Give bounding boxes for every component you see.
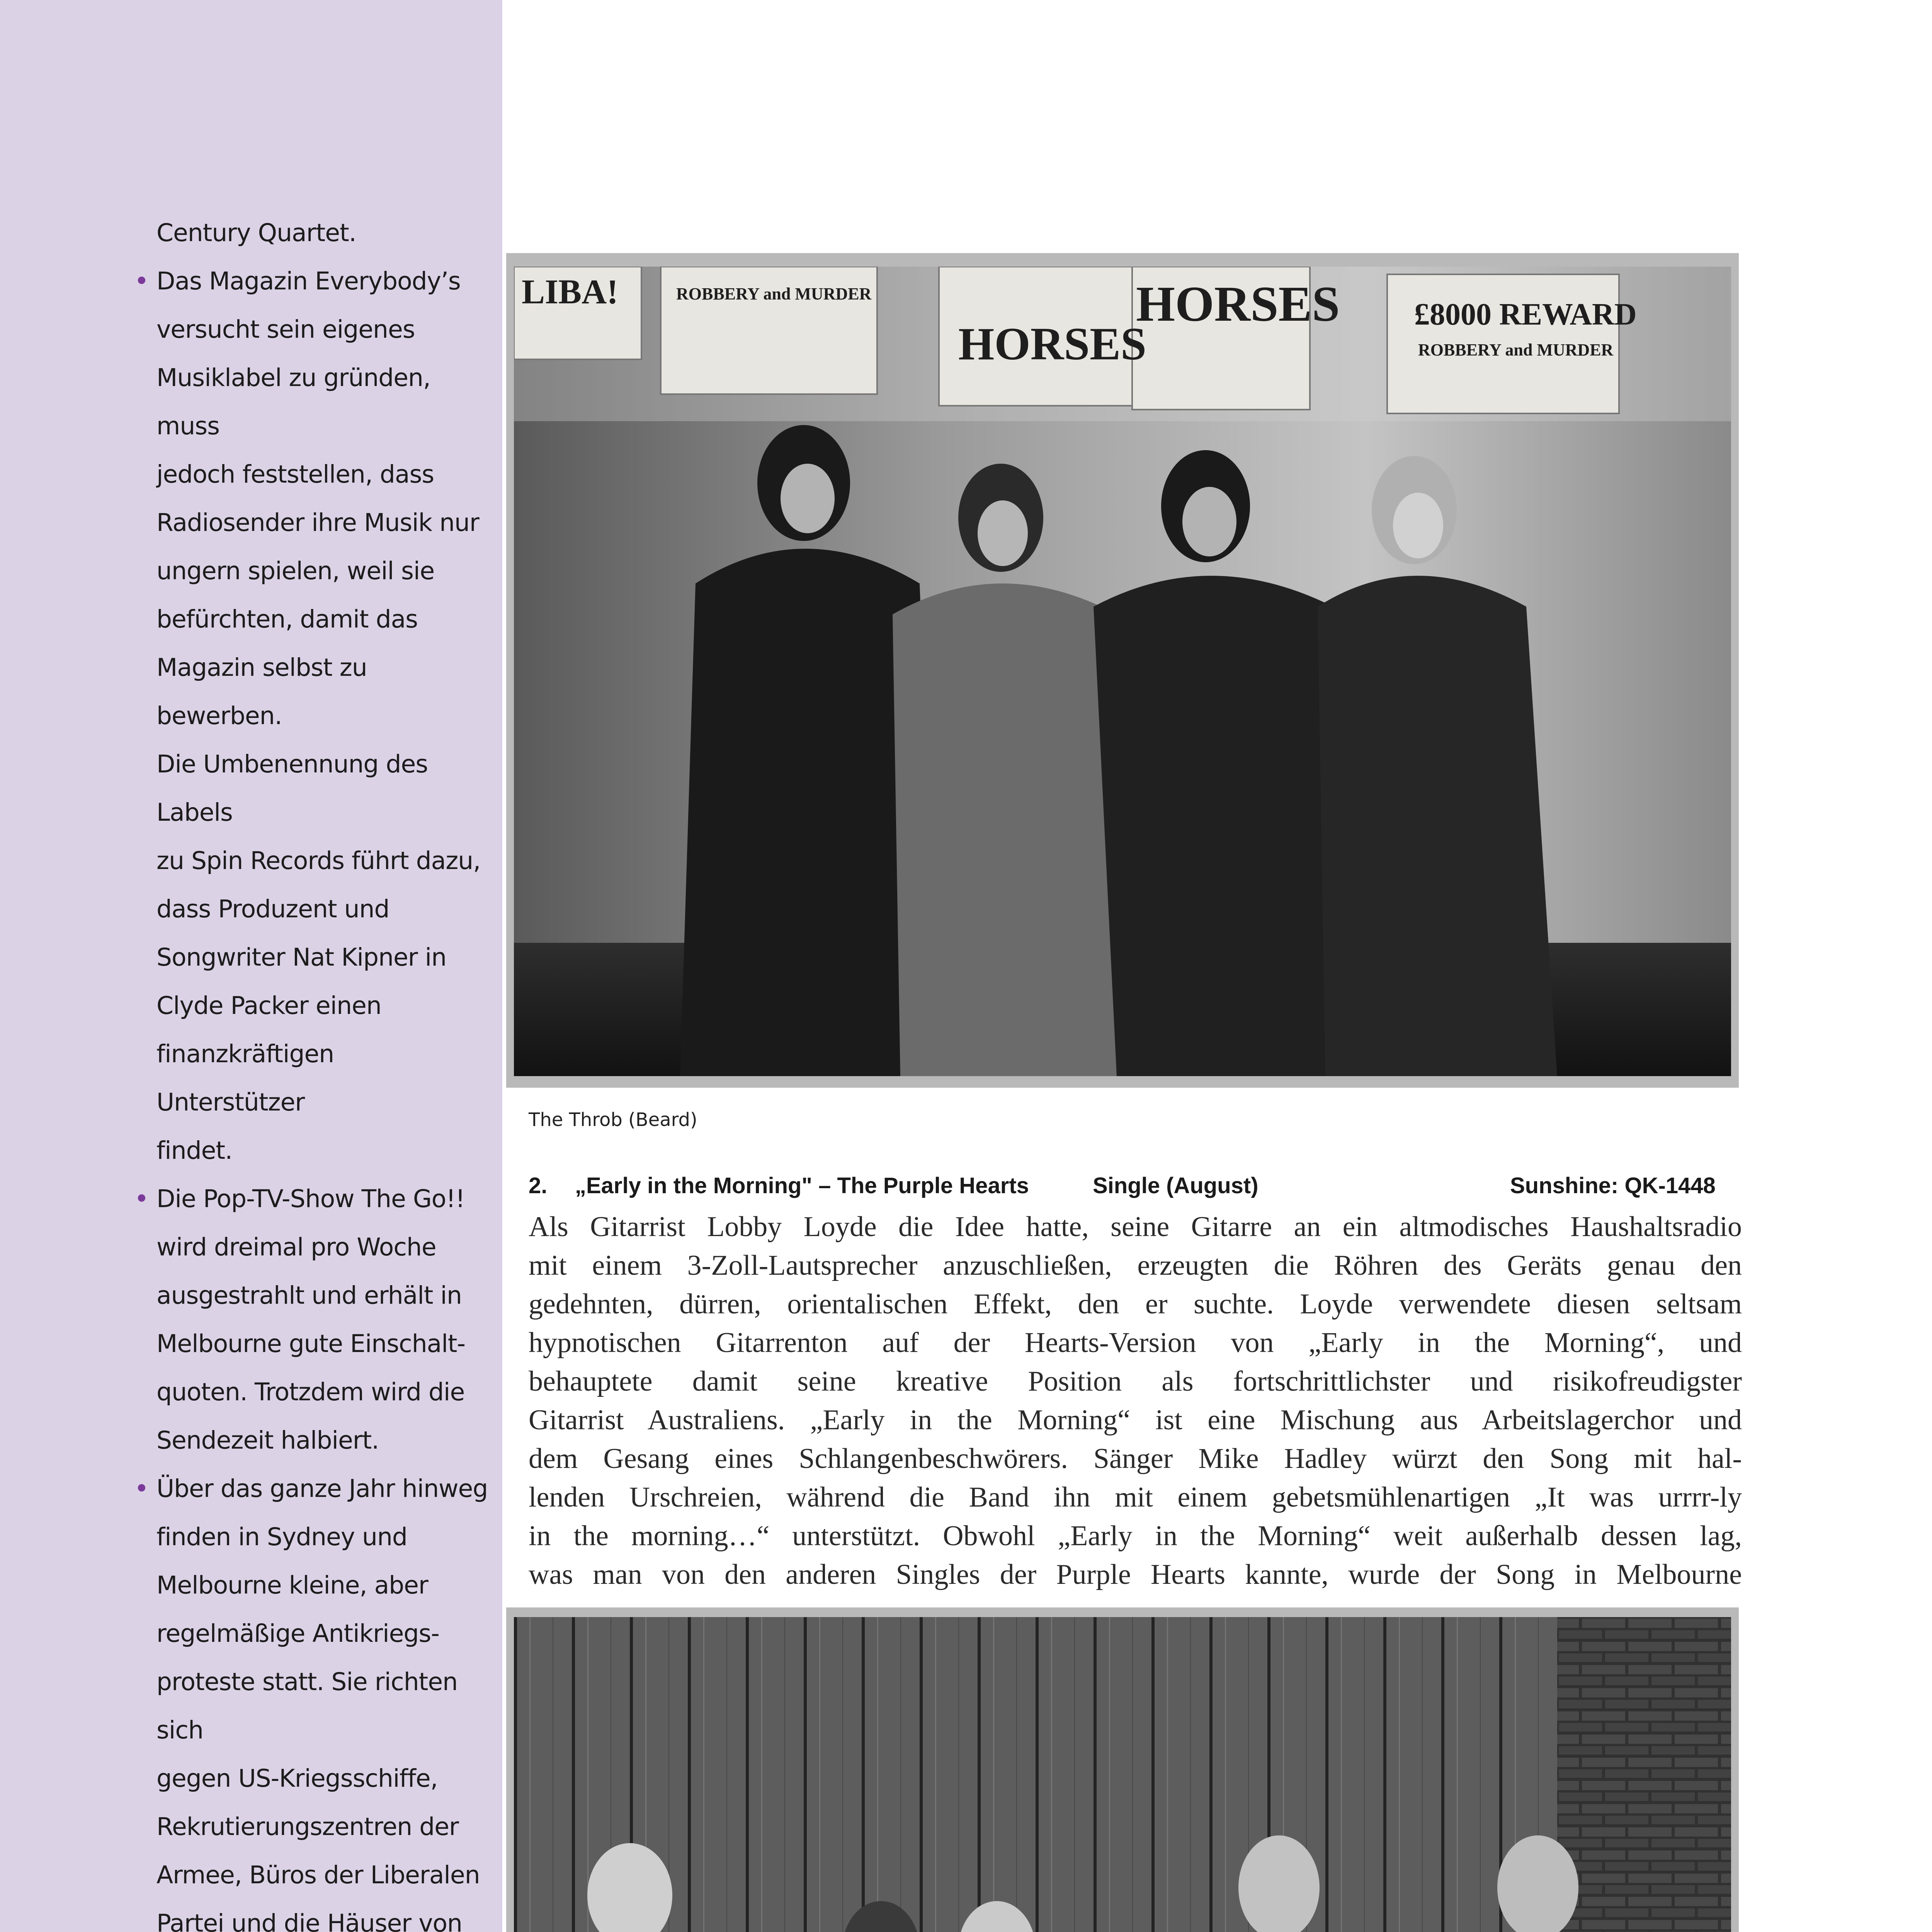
poster-text-reward: £8000 REWARD [1414, 298, 1637, 332]
sidebar-line: gegen US-Kriegsschiffe, [156, 1764, 438, 1793]
sidebar-line: finden in Sydney und [156, 1523, 407, 1551]
entry-format: Single (August) [1093, 1173, 1259, 1198]
sidebar-line: proteste statt. Sie richten sich [156, 1668, 458, 1744]
poster-text-horses-2: HORSES [1136, 276, 1340, 332]
sidebar-line: Radiosender ihre Musik nur [156, 509, 479, 537]
sidebar-line: Century Quartet. [156, 219, 356, 247]
svg-text:ROBBERY and MURDER: ROBBERY and MURDER [1418, 340, 1614, 359]
sidebar-line: Die Umbenennung des Labels [156, 750, 428, 827]
sidebar-line: Musiklabel zu gründen, muss [156, 364, 430, 440]
photo-the-throb-image [514, 267, 1731, 1076]
sidebar-line: regelmäßige Antikriegs- [156, 1619, 439, 1648]
body-line: was man von den anderen Singles der Purple Hearts kannte, wurde der Song in Melbourne [529, 1559, 1742, 1590]
sidebar-line: Rekrutierungszentren der [156, 1813, 459, 1841]
sidebar-line: finanzkräftigen Unterstützer [156, 1040, 334, 1116]
sidebar-line: jedoch feststellen, dass [156, 460, 434, 488]
sidebar-line: Armee, Büros der Liberalen [156, 1861, 480, 1889]
sidebar-line: findet. [156, 1136, 233, 1165]
svg-text:ROBBERY and MURDER: ROBBERY and MURDER [676, 284, 872, 303]
body-line: Als Gitarrist Lobby Loyde die Idee hatte, seine Gitarre an ein altmodisches Haushaltsradio [529, 1211, 1742, 1243]
entry-title: „Early in the Morning" – The Purple Hearts [575, 1173, 1029, 1198]
poster-text-horses-1: HORSES [958, 318, 1146, 369]
sidebar-line: ungern spielen, weil sie [156, 557, 435, 585]
sidebar-line: versucht sein eigenes [156, 315, 415, 344]
sidebar-line: Songwriter Nat Kipner in [156, 943, 447, 971]
entry-heading [529, 1173, 1734, 1204]
sidebar-bullet-line: • Die Pop-TV-Show The Go!! [156, 1175, 489, 1223]
sidebar-bullet-line: • Das Magazin Everybody’s [156, 257, 489, 305]
sidebar-line: ausgestrahlt und erhält in [156, 1281, 462, 1310]
photo-the-purple-hearts-image [514, 1617, 1731, 1932]
body-line: behauptete damit seine kreative Position als fortschrittlichster und risikofreudigster [529, 1366, 1742, 1397]
body-line: mit einem 3-Zoll-Lautsprecher anzuschließen, erzeugten die Röhren des Geräts genau den [529, 1250, 1742, 1281]
sidebar-line: Magazin selbst zu bewerben. [156, 653, 367, 730]
body-line: lenden Urschreien, während die Band ihn mit einem gebetsmühlenartigen „It was urrrr-ly [529, 1481, 1742, 1513]
sidebar-bullet-line: • Über das ganze Jahr hinweg [156, 1464, 489, 1513]
sidebar-line: Clyde Packer einen [156, 992, 381, 1020]
photo-the-purple-hearts [514, 1617, 1731, 1932]
sidebar-line: befürchten, damit das [156, 605, 418, 633]
photo-the-throb [514, 267, 1731, 1076]
poster-text-liba: LIBA! [522, 273, 619, 311]
body-line: in the morning…“ unterstützt. Obwohl „Early in the Morning“ weit außerhalb dessen lag, [529, 1520, 1742, 1552]
entry-catalog: Sunshine: QK-1448 [1510, 1173, 1716, 1198]
body-line: gedehnten, dürren, orientalischen Effekt, den er suchte. Loyde verwendete diesen seltsam [529, 1288, 1742, 1320]
sidebar-line: Partei und die Häuser von [156, 1909, 462, 1932]
entry-body [529, 1208, 1742, 1594]
sidebar-line: Melbourne kleine, aber [156, 1571, 428, 1599]
body-line: dem Gesang eines Schlangenbeschwörers. Sänger Mike Hadley würzt den Song mit hal- [529, 1443, 1742, 1475]
sidebar-line: Melbourne gute Einschalt- [156, 1330, 466, 1358]
body-line: Gitarrist Australiens. „Early in the Morning“ ist eine Mischung aus Arbeitslagerchor und [529, 1404, 1742, 1436]
sidebar-line: wird dreimal pro Woche [156, 1233, 436, 1261]
body-line: hypnotischen Gitarrenton auf der Hearts-Version von „Early in the Morning“, und [529, 1327, 1742, 1359]
sidebar-line: quoten. Trotzdem wird die [156, 1378, 465, 1406]
sidebar-text [156, 209, 489, 1932]
photo-caption-throb: The Throb (Beard) [529, 1109, 697, 1131]
sidebar-line: dass Produzent und [156, 895, 389, 923]
sidebar-line: Sendezeit halbiert. [156, 1426, 379, 1454]
sidebar-line: zu Spin Records führt dazu, [156, 847, 481, 875]
entry-number: 2. [529, 1173, 548, 1198]
